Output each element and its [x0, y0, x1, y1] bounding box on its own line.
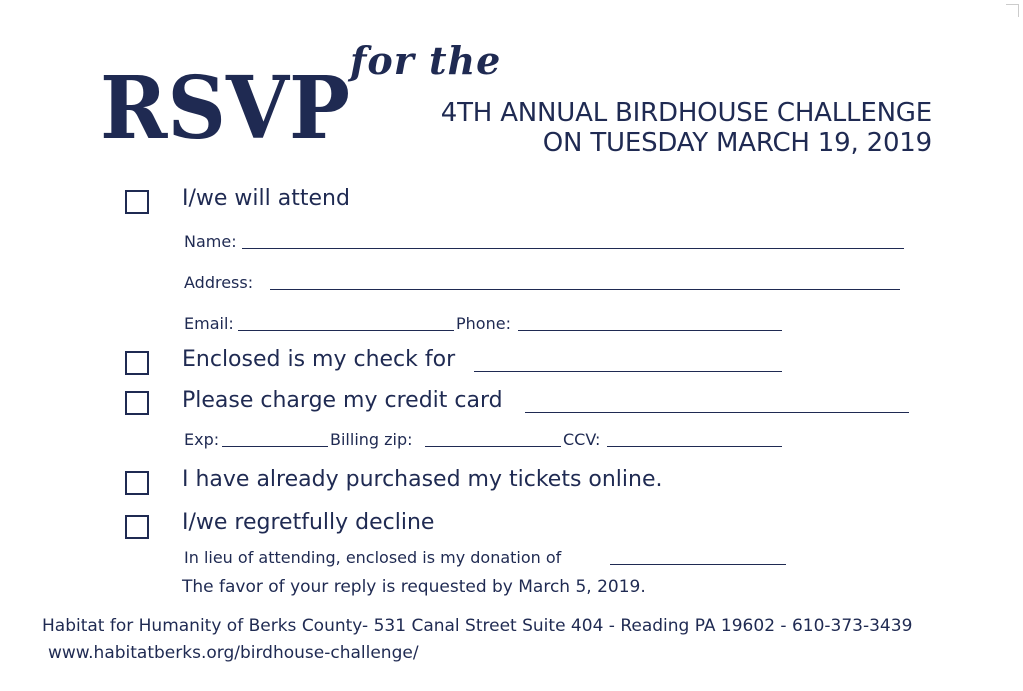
online-label: I have already purchased my tickets online.: [182, 467, 663, 492]
headline-line-2: ON TUESDAY MARCH 19, 2019: [542, 128, 932, 158]
phone-label: Phone:: [456, 314, 511, 333]
check-label: Enclosed is my check for: [182, 347, 456, 372]
decline-label: I/we regretfully decline: [182, 510, 435, 535]
attend-checkbox[interactable]: [125, 190, 149, 214]
headline-line-1: 4TH ANNUAL BIRDHOUSE CHALLENGE: [440, 98, 932, 128]
check-amount-field[interactable]: [474, 371, 782, 372]
reply-note: The favor of your reply is requested by March 5, 2019.: [182, 577, 646, 597]
for-the-script: for the: [350, 38, 502, 83]
donation-label: In lieu of attending, enclosed is my donation of: [184, 548, 562, 567]
exp-field[interactable]: [222, 446, 328, 447]
attend-label: I/we will attend: [182, 186, 350, 211]
footer-address: Habitat for Humanity of Berks County- 531 Canal Street Suite 404 - Reading PA 19602 - 610-373-3439: [42, 616, 913, 636]
billing-zip-field[interactable]: [425, 446, 561, 447]
name-label: Name:: [184, 232, 237, 251]
credit-card-checkbox[interactable]: [125, 391, 149, 415]
rsvp-logo-text: RSVP: [100, 58, 350, 159]
ccv-field[interactable]: [607, 446, 782, 447]
online-checkbox[interactable]: [125, 471, 149, 495]
decline-checkbox[interactable]: [125, 515, 149, 539]
address-label: Address:: [184, 273, 254, 292]
name-field[interactable]: [242, 248, 904, 249]
credit-card-field[interactable]: [525, 412, 909, 413]
address-field[interactable]: [270, 289, 900, 290]
event-headline: [380, 98, 932, 158]
footer-url[interactable]: www.habitatberks.org/birdhouse-challenge/: [48, 643, 419, 663]
check-checkbox[interactable]: [125, 351, 149, 375]
email-label: Email:: [184, 314, 234, 333]
credit-card-label: Please charge my credit card: [182, 388, 503, 413]
donation-field[interactable]: [610, 564, 786, 565]
billing-zip-label: Billing zip:: [330, 430, 413, 449]
phone-field[interactable]: [518, 330, 782, 331]
exp-label: Exp:: [184, 430, 220, 449]
crop-mark: [1006, 4, 1019, 17]
ccv-label: CCV:: [563, 430, 601, 449]
rsvp-logo: [100, 30, 350, 165]
email-field[interactable]: [238, 330, 454, 331]
